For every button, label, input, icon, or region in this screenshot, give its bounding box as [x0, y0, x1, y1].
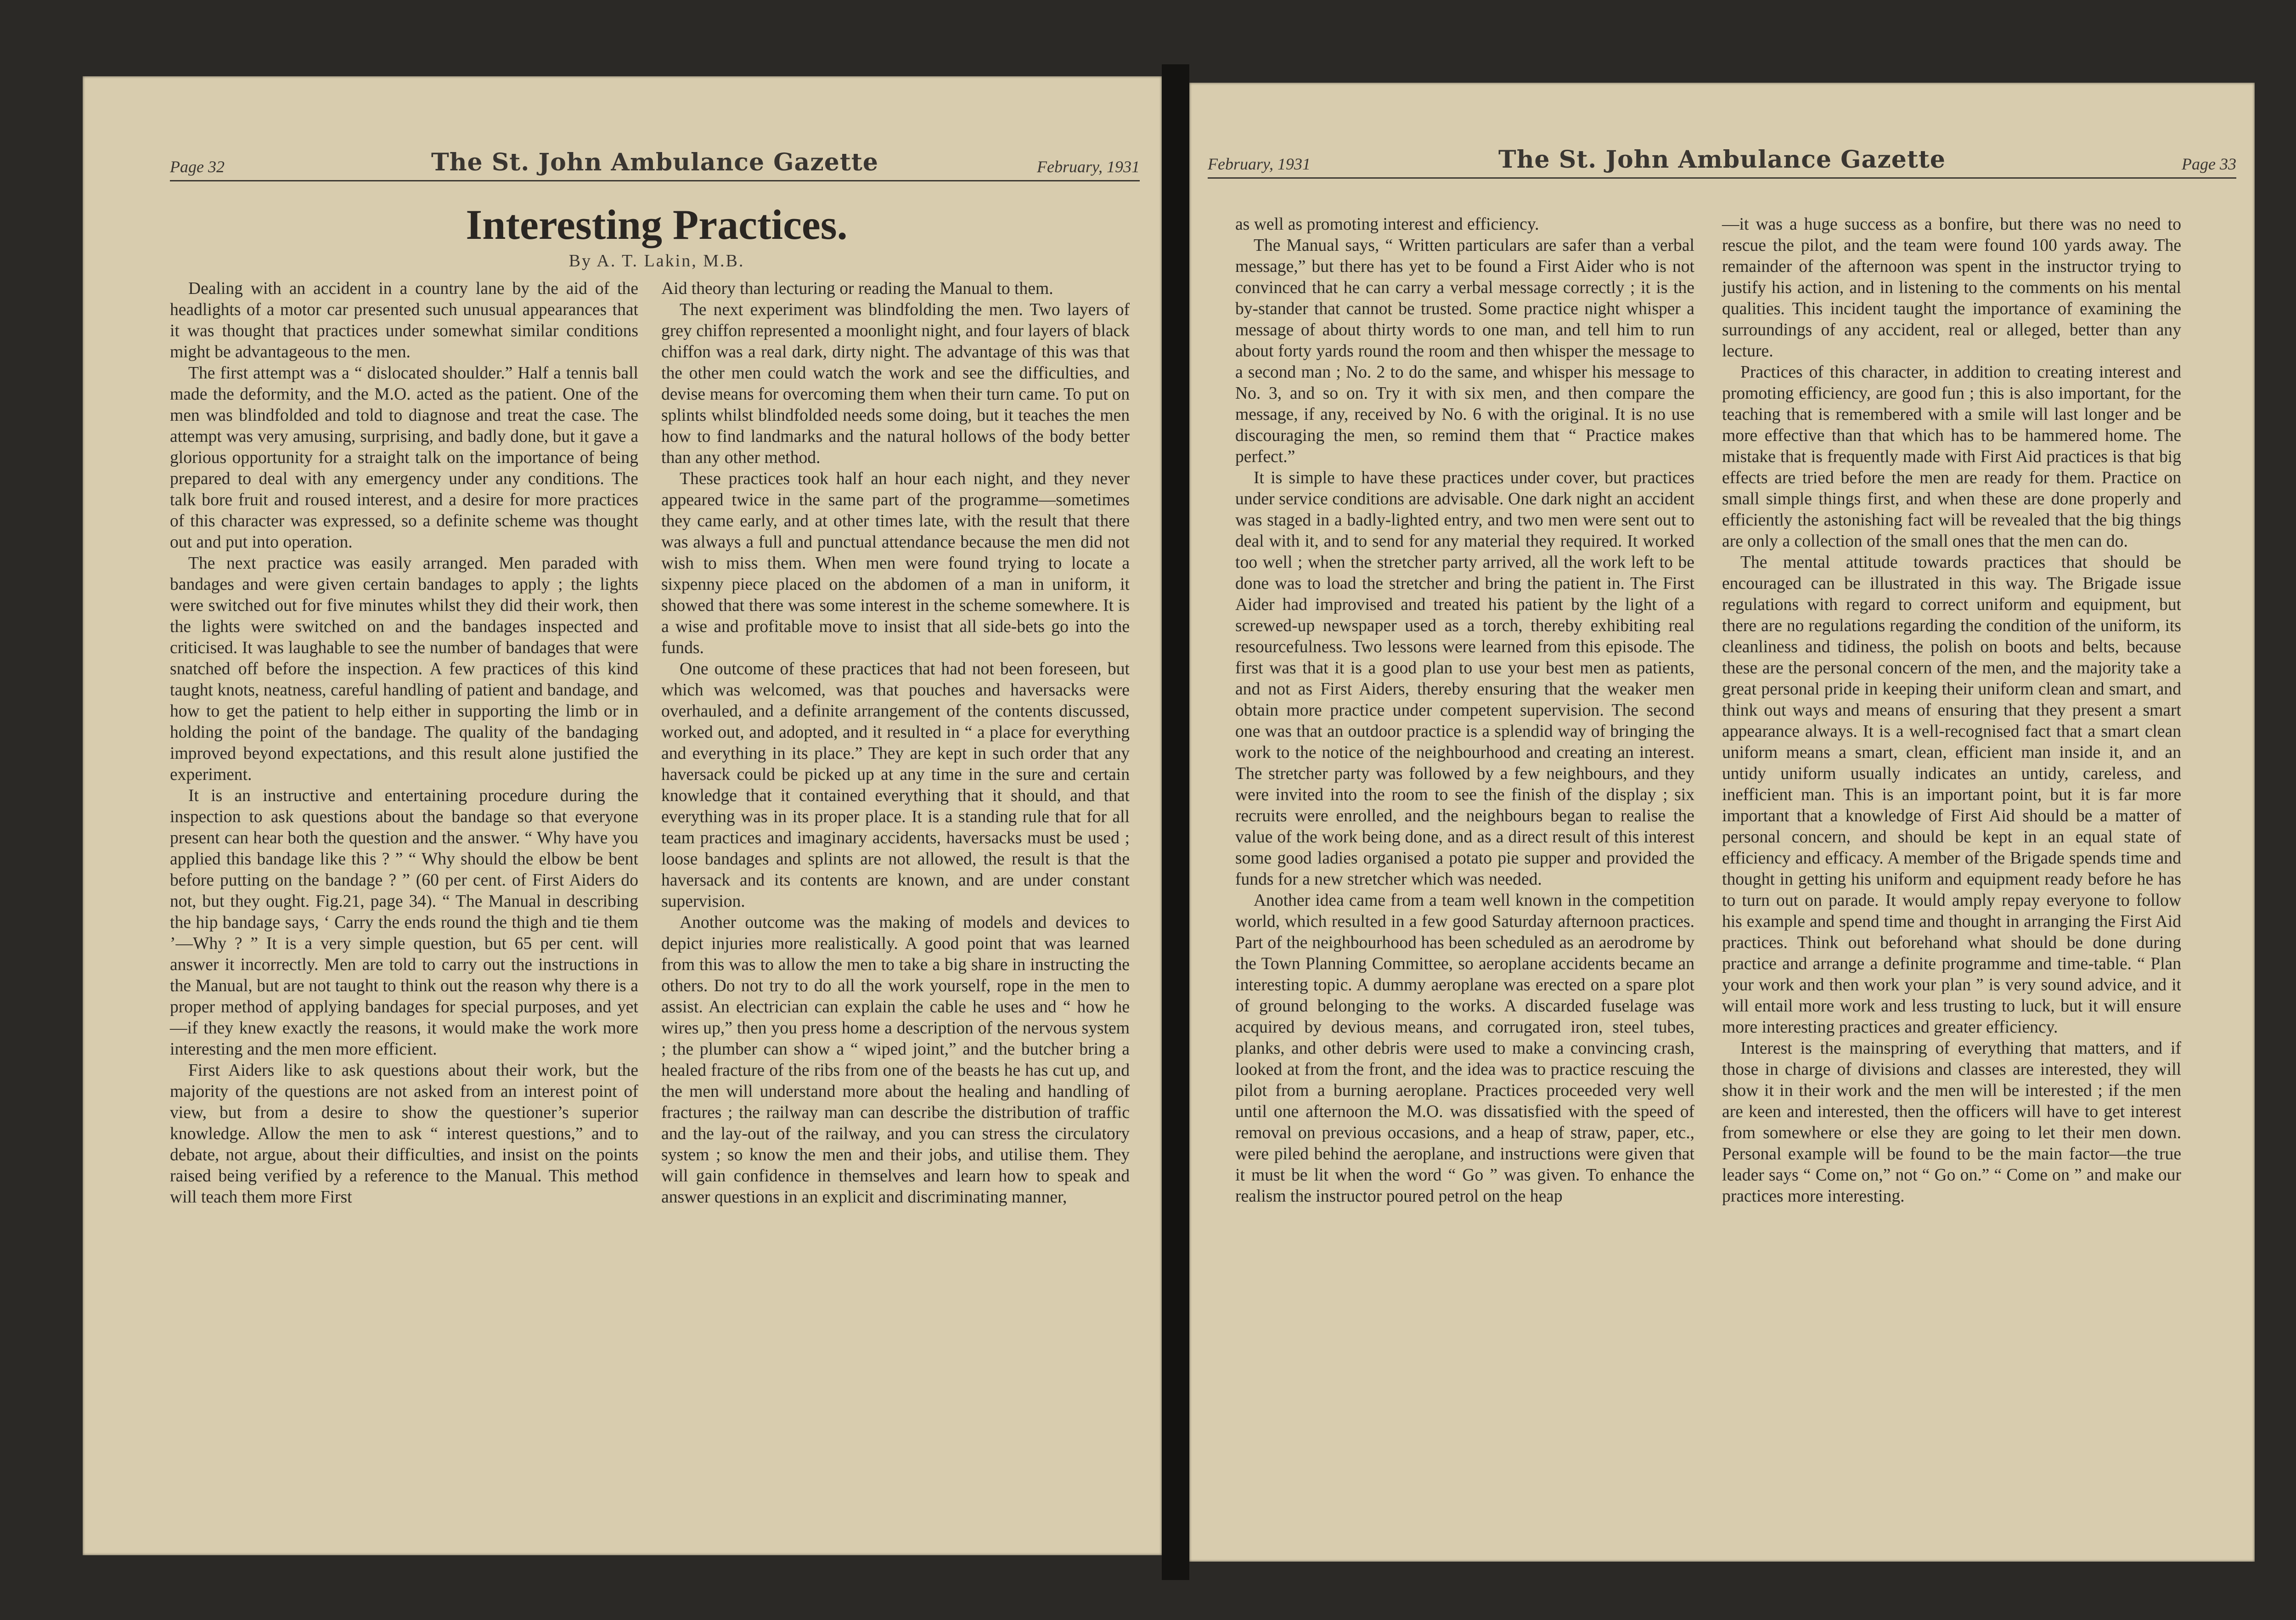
- paragraph: —it was a huge success as a bonfire, but there was no need to rescue the pilot, and the team were found 100 yards away. The remainder of the afternoon was spent in the instructor trying to justify his action, and in listening to the comments on his mental qualities. This incident taught the importance of examining the surroundings of any accident, real or alleged, better than any lecture.: [1722, 215, 2181, 361]
- left-masthead: The St. John Ambulance Gazette: [431, 148, 878, 176]
- paragraph: The Manual says, “ Written particulars are safer than a verbal message,” but there has yet to be found a First Aider who is not convinced that he can carry a verbal message correctly ; it is the by-stander that cannot be trusted. Some practice night whisper a message of about thirty words to one man, and tell him to run about forty yards round the room and then whisper the message to a second man ; No. 2 to do the same, and whisper his message to No. 3, and so on. Try it with six men, and then compare the message, if any, received by No. 6 with the original. It is no use discouraging the men, so remind them that “ Practice makes perfect.”: [1235, 236, 1694, 466]
- article-byline: By A. T. Lakin, M.B.: [568, 251, 745, 271]
- paragraph: Dealing with an accident in a country lane by the aid of the headlights of a motor car presented such unusual appearances that it was thought that practices under somewhat similar conditions might be advantageous to the men.: [170, 279, 638, 361]
- paragraph: The mental attitude towards practices that should be encouraged can be illustrated in this way. The Brigade issue regulations with regard to correct uniform and equipment, but there are no regulations regarding the condition of the uniform, its cleanliness and tidiness, the polish on boots and belts, because these are the personal concern of the men, and the majority take a great personal pride in keeping their uniform clean and smart, and think out ways and means of ensuring that they present a smart appearance always. It is a well-recognised fact that a smart clean uniform means a smart, clean, efficient man inside it, and an untidy uniform usually indicates an untidy, careless, and inefficient man. This is an important point, but it is far more important that a knowledge of First Aid should be a matter of personal concern, and should be kept in an equal state of efficiency and efficacy. A member of the Brigade spends time and thought in getting his uniform and equipment ready before he has to turn out on parade. It would amply repay everyone to follow his example and spend time and thought in arranging the First Aid practices. Think out beforehand what should be done during practice and arrange a definite programme and time-table. “ Plan your work and then work your plan ” is very sound advice, and it will entail more work and less trusting to luck, but it will ensure more interesting practices and greater efficiency.: [1722, 553, 2181, 1037]
- left-page: [83, 76, 1162, 1555]
- left-column-2: [661, 278, 1130, 1208]
- left-running-head: [170, 148, 1140, 181]
- binding-gutter: [1162, 64, 1189, 1580]
- right-column-1: [1235, 214, 1694, 1207]
- paragraph: One outcome of these practices that had not been foreseen, but which was welcomed, was that pouches and haversacks were overhauled, and a definite arrangement of the contents discussed, worked out, and adopted, and it resulted in “ a place for everything and everything in its place.” They are kept in such order that any haversack could be picked up at any time in the sure and certain knowledge that it contained everything that it should, and that everything was in its proper place. It is a standing rule that for all team practices and imaginary accidents, haversacks must be used ; loose bandages and splints are not allowed, the result is that the haversack and its contents are known, and are under constant supervision.: [661, 660, 1130, 911]
- left-page-number: Page 32: [170, 158, 225, 176]
- paragraph: It is an instructive and entertaining procedure during the inspection to ask questions about the bandage so that everyone present can hear both the question and the answer. “ Why have you applied this bandage like this ? ” “ Why should the elbow be bent before putting on the bandage ? ” (60 per cent. of First Aiders do not, but they ought. Fig.21, page 34). “ The Manual in describing the hip bandage says, ‘ Carry the ends round the thigh and tie them ’—Why ? ” It is a very simple question, but 65 per cent. will answer it incorrectly. Men are told to carry out the instructions in the Manual, but are not taught to think out the reason why there is a proper method of applying bandages for special purposes, and yet—if they knew exactly the reasons, it would make the work more interesting and the men more efficient.: [170, 786, 638, 1059]
- left-issue-date: February, 1931: [1037, 158, 1140, 176]
- paragraph: Practices of this character, in addition to creating interest and promoting efficiency, are good fun ; this is also important, for the teaching that is remembered with a smile will last longer and be more effective than that which has to be hammered home. The mistake that is frequently made with First Aid practices is that big effects are tried before the men are ready for them. Practice on small simple things first, and when these are done properly and efficiently the astonishing fact will be revealed that the big things are only a collection of the small ones that the men can do.: [1722, 363, 2181, 551]
- right-running-head: [1208, 146, 2236, 179]
- paragraph: as well as promoting interest and efficiency.: [1235, 215, 1539, 234]
- paragraph: The first attempt was a “ dislocated shoulder.” Half a tennis ball made the deformity, and the M.O. acted as the patient. One of the men was blindfolded and told to diagnose and treat the case. The attempt was very amusing, surprising, and badly done, but it gave a glorious opportunity for a straight talk on the importance of being prepared to deal with any emergency under any conditions. The talk bore fruit and roused interest, and a desire for more practices of this character was expressed, so a definite scheme was thought out and put into operation.: [170, 364, 638, 552]
- paragraph: Another outcome was the making of models and devices to depict injuries more realistically. A good point that was learned from this was to allow the men to take a big share in instructing the others. Do not try to do all the work yourself, rope in the men to assist. An electrician can explain the cable he uses and “ how he wires up,” then you press home a description of the nervous system ; the plumber can show a “ wiped joint,” and the butcher bring a healed fracture of the ribs from one of the beasts he has cut up, and the men will understand more about the healing and handling of fractures ; the railway man can describe the distribution of traffic and the lay-out of the railway, and you can stress the circulatory system ; so know the men and their jobs, and utilise them. They will gain confidence in themselves and learn how to speak and answer questions in an explicit and discriminating manner,: [661, 913, 1130, 1207]
- paragraph: Aid theory than lecturing or reading the Manual to them.: [661, 279, 1053, 298]
- right-column-2: [1722, 214, 2181, 1207]
- paragraph: It is simple to have these practices under cover, but practices under service conditions are advisable. One dark night an accident was staged in a badly-lighted entry, and two men were sent out to deal with it, and to send for any material they required. It worked too well ; when the stretcher party arrived, all the work left to be done was to load the stretcher and bring the patient in. The First Aider had improvised and treated his patient by the light of a screwed-up newspaper used as a torch, thereby exhibiting real resourcefulness. Two lessons were learned from this episode. The first was that it is a good plan to use your best men as patients, and not as First Aiders, thereby ensuring that the weaker men obtain more practice under competent supervision. The second one was that an outdoor practice is a splendid way of bringing the work to the notice of the neighbourhood and creating an interest. The stretcher party was followed by a few neighbours, and they were invited into the room to see the finish of the display ; six recruits were enrolled, and the neighbours began to realise the value of the work being done, and as a direct result of this interest some good ladies organised a potato pie supper and provided the funds for a new stretcher which was needed.: [1235, 469, 1694, 889]
- right-page: [1189, 83, 2255, 1562]
- left-column-1: [170, 278, 638, 1208]
- paragraph: The next practice was easily arranged. Men paraded with bandages and were given certain bandages to apply ; the lights were switched out for five minutes whilst they did their work, then the lights were switched on and the bandages inspected and criticised. It was laughable to see the number of bandages that were snatched off before the inspection. A few practices of this kind taught knots, neatness, careful handling of patient and bandage, and how to get the patient to help either in supporting the limb or in holding the point of the bandage. The quality of the bandaging improved beyond expectations, and this result alone justified the experiment.: [170, 554, 638, 784]
- paragraph: These practices took half an hour each night, and they never appeared twice in the same part of the programme—sometimes they came early, and at other times late, with the result that there was always a full and punctual attendance because the men did not wish to miss them. When men were found trying to locate a sixpenny piece placed on the abdomen of a man in uniform, it showed that there was some interest in the scheme somewhere. It is a wise and profitable move to insist that all side-bets go into the funds.: [661, 469, 1130, 657]
- right-page-number: Page 33: [2182, 155, 2236, 173]
- paragraph: First Aiders like to ask questions about their work, but the majority of the questions are not asked from an interest point of view, but from a desire to show the questioner’s superior knowledge. Allow the men to ask “ interest questions,” and to debate, not argue, about their difficulties, and insist on the points raised being verified by a reference to the Manual. This method will teach them more First: [170, 1061, 638, 1207]
- article-title: Interesting Practices.: [466, 201, 848, 248]
- right-masthead: The St. John Ambulance Gazette: [1498, 146, 1946, 174]
- paragraph: The next experiment was blindfolding the men. Two layers of grey chiffon represented a moonlight night, and four layers of black chiffon was a real dark, dirty night. The advantage of this was that the other men could watch the work and see the difficulties, and devise means for overcoming them when their turn came. To put on splints whilst blindfolded needs some doing, but it teaches the men how to find landmarks and the natural hollows of the body better than any other method.: [661, 300, 1130, 467]
- paragraph: Another idea came from a team well known in the competition world, which resulted in a few good Saturday afternoon practices. Part of the neighbourhood has been scheduled as an aerodrome by the Town Planning Committee, so aeroplane accidents became an interesting topic. A dummy aeroplane was erected on a spare plot of ground belonging to the works. A discarded fuselage was acquired by devious means, and corrugated iron, steel tubes, planks, and other debris were used to make a convincing crash, looked at from the front, and the idea was to practice rescuing the pilot from a burning aeroplane. Practices proceeded very well until one afternoon the M.O. was dissatisfied with the speed of removal on previous occasions, and a heap of straw, paper, etc., were piled behind the aeroplane, and instructions were given that it must be lit when the word “ Go ” was given. To enhance the realism the instructor poured petrol on the heap: [1235, 891, 1694, 1206]
- right-issue-date: February, 1931: [1208, 155, 1311, 173]
- paragraph: Interest is the mainspring of everything that matters, and if those in charge of divisions and classes are interested, they will show it in their work and the men will be interested ; if the men are keen and interested, then the officers will have to get interest from somewhere or else they are going to let their men down. Personal example will be found to be the main factor—the true leader says “ Come on,” not “ Go on.” “ Come on ” and make our practices more interesting.: [1722, 1039, 2181, 1206]
